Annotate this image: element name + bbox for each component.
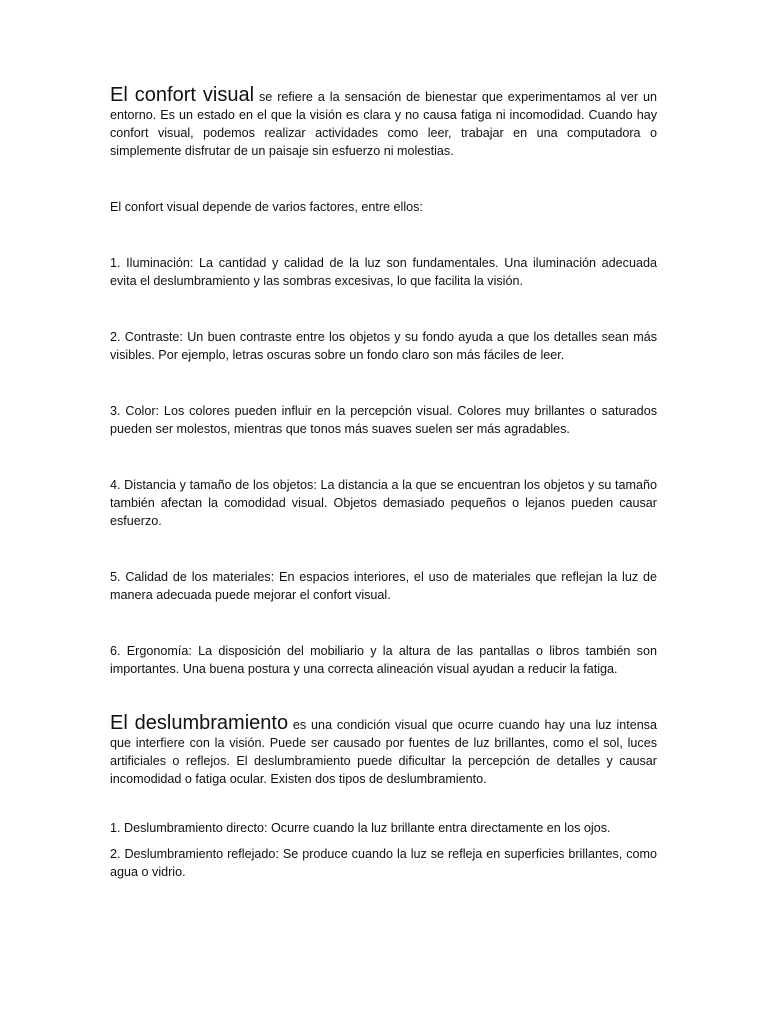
factor-item: 3. Color: Los colores pueden influir en la percepción visual. Colores muy brillantes o saturados pueden ser molestos, mientras que tonos más suaves suelen ser más agradables. xyxy=(110,404,657,436)
factor-item: 2. Contraste: Un buen contraste entre los objetos y su fondo ayuda a que los detalles sean más visibles. Por ejemplo, letras oscuras sobre un fondo claro son más fáciles de leer. xyxy=(110,330,657,362)
intro-heading: El confort visual xyxy=(110,84,255,106)
glare-text: es una condición visual que ocurre cuando hay una luz intensa que interfiere con la visión. Puede ser causado por fuentes de luz brillantes, como el sol, luces artificiales o reflejos. El deslumbramiento puede dificultar la percepción de detalles y causar incomodidad o fatiga ocular. Existen dos tipos de deslumbramiento. xyxy=(110,718,658,786)
glare-type-item: 2. Deslumbramiento reflejado: Se produce cuando la luz se refleja en superficies brillantes, como agua o vidrio. xyxy=(110,847,657,879)
factor-item: 4. Distancia y tamaño de los objetos: La distancia a la que se encuentran los objetos y su tamaño también afectan la comodidad visual. Objetos demasiado pequeños o lejanos pueden causar esfuerzo. xyxy=(110,478,657,528)
glare-paragraph xyxy=(110,714,657,788)
factor-item: 1. Iluminación: La cantidad y calidad de la luz son fundamentales. Una iluminación adecuada evita el deslumbramiento y las sombras excesivas, lo que facilita la visión. xyxy=(110,256,657,288)
glare-type-item: 1. Deslumbramiento directo: Ocurre cuando la luz brillante entra directamente en los ojos. xyxy=(110,821,611,835)
intro-paragraph xyxy=(110,86,657,160)
factor-item: 5. Calidad de los materiales: En espacios interiores, el uso de materiales que reflejan la luz de manera adecuada puede mejorar el confort visual. xyxy=(110,570,657,602)
factors-intro: El confort visual depende de varios factores, entre ellos: xyxy=(110,200,423,214)
factor-item: 6. Ergonomía: La disposición del mobiliario y la altura de las pantallas o libros también son importantes. Una buena postura y una correcta alineación visual ayudan a reducir la fatiga. xyxy=(110,644,657,676)
intro-text: se refiere a la sensación de bienestar que experimentamos al ver un entorno. Es un estado en el que la visión es clara y no causa fatiga ni incomodidad. Cuando hay confort visual, podemos realizar actividades como leer, trabajar en una computadora o simplemente disfrutar de un paisaje sin esfuerzo ni molestias. xyxy=(110,90,657,158)
glare-heading: El deslumbramiento xyxy=(110,712,289,734)
document-page xyxy=(110,86,657,881)
